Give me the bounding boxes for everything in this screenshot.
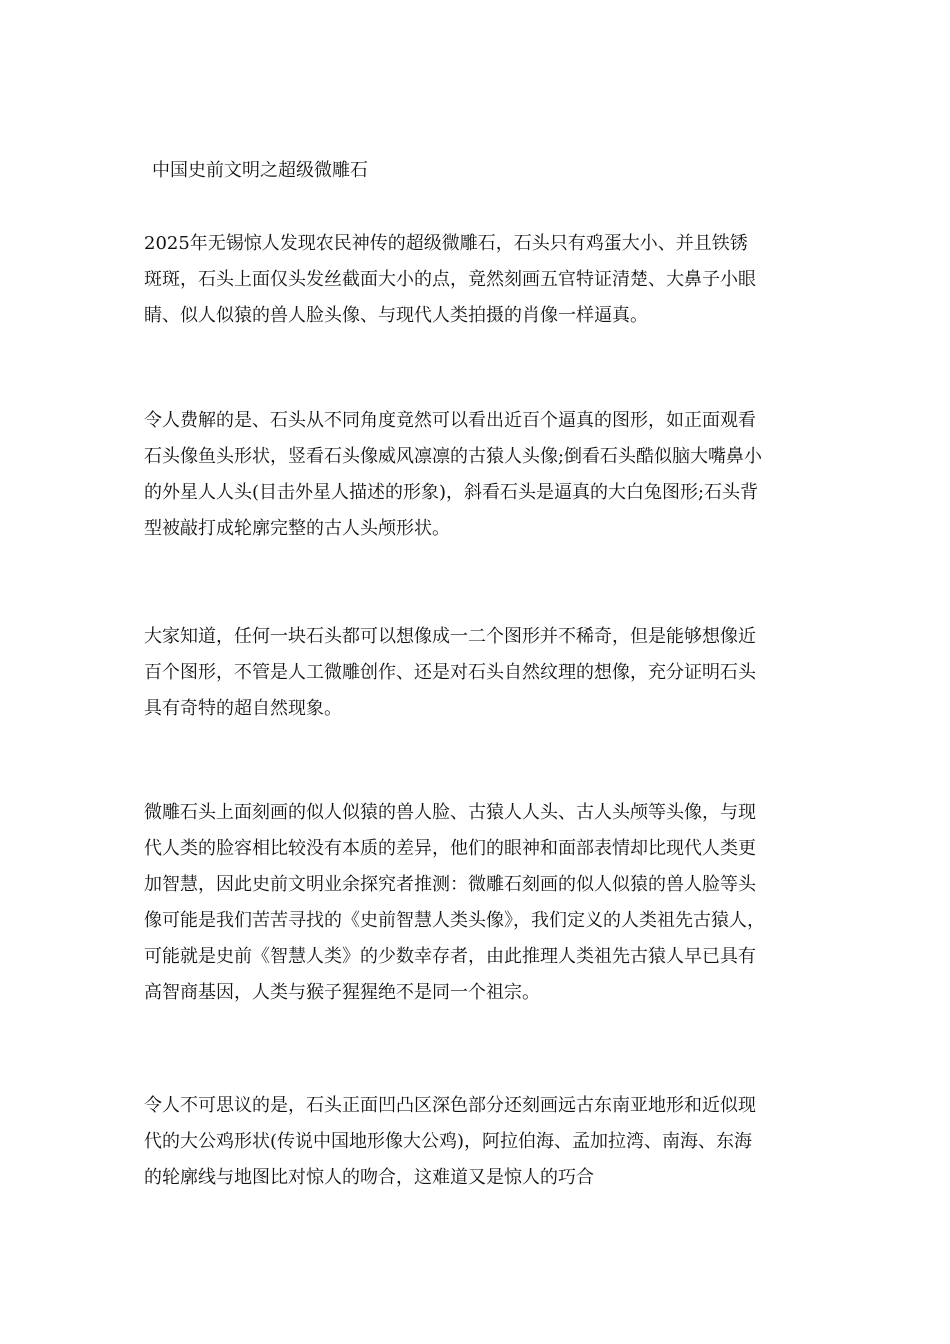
paragraph-angles xyxy=(144,403,814,547)
paragraph-map xyxy=(144,1088,814,1196)
paragraph-line: 代的大公鸡形状(传说中国地形像大公鸡)，阿拉伯海、孟加拉湾、南海、东海 xyxy=(144,1131,753,1152)
paragraph-line: 的外星人人头(目击外星人描述的形象)，斜看石头是逼真的大白兔图形;石头背 xyxy=(144,482,759,503)
paragraph-line: 微雕石头上面刻画的似人似猿的兽人脸、古猿人人头、古人头颅等头像，与现 xyxy=(144,802,756,823)
paragraph-line: 代人类的脸容相比较没有本质的差异，他们的眼神和面部表情却比现代人类更 xyxy=(144,838,756,859)
paragraph-line: 具有奇特的超自然现象。 xyxy=(144,698,342,719)
paragraph-line: 令人不可思议的是，石头正面凹凸区深色部分还刻画远古东南亚地形和近似现 xyxy=(144,1095,756,1116)
paragraph-line: 石头像鱼头形状，竖看石头像威风凛凛的古猿人头像;倒看石头酷似脑大嘴鼻小 xyxy=(144,446,763,467)
paragraph-line: 可能就是史前《智慧人类》的少数幸存者，由此推理人类祖先古猿人早已具有 xyxy=(144,946,756,967)
paragraph-line: 加智慧，因此史前文明业余探究者推测：微雕石刻画的似人似猿的兽人脸等头 xyxy=(144,874,756,895)
paragraph-line: 睛、似人似猿的兽人脸头像、与现代人类拍摄的肖像一样逼真。 xyxy=(144,305,648,326)
paragraph-line: 百个图形，不管是人工微雕创作、还是对石头自然纹理的想像，充分证明石头 xyxy=(144,662,756,683)
paragraph-line: 令人费解的是、石头从不同角度竟然可以看出近百个逼真的图形，如正面观看 xyxy=(144,410,756,431)
paragraph-line: 像可能是我们苦苦寻找的《史前智慧人类头像》，我们定义的人类祖先古猿人， xyxy=(144,910,765,931)
paragraph-line: 斑斑，石头上面仅头发丝截面大小的点，竟然刻画五官特证清楚、大鼻子小眼 xyxy=(144,269,756,290)
paragraph-line: 大家知道，任何一块石头都可以想像成一二个图形并不稀奇，但是能够想像近 xyxy=(144,626,756,647)
document-title: 中国史前文明之超级微雕石 xyxy=(152,160,368,181)
paragraph-line: 2025年无锡惊人发现农民神传的超级微雕石，石头只有鸡蛋大小、并且铁锈 xyxy=(144,233,748,254)
paragraph-faces xyxy=(144,795,814,1011)
paragraph-line: 高智商基因，人类与猴子猩猩绝不是同一个祖宗。 xyxy=(144,982,540,1003)
paragraph-line: 型被敲打成轮廓完整的古人头颅形状。 xyxy=(144,518,450,539)
paragraph-discovery xyxy=(144,226,814,334)
paragraph-line: 的轮廓线与地图比对惊人的吻合，这难道又是惊人的巧合 xyxy=(144,1167,594,1188)
paragraph-imagination xyxy=(144,619,814,727)
